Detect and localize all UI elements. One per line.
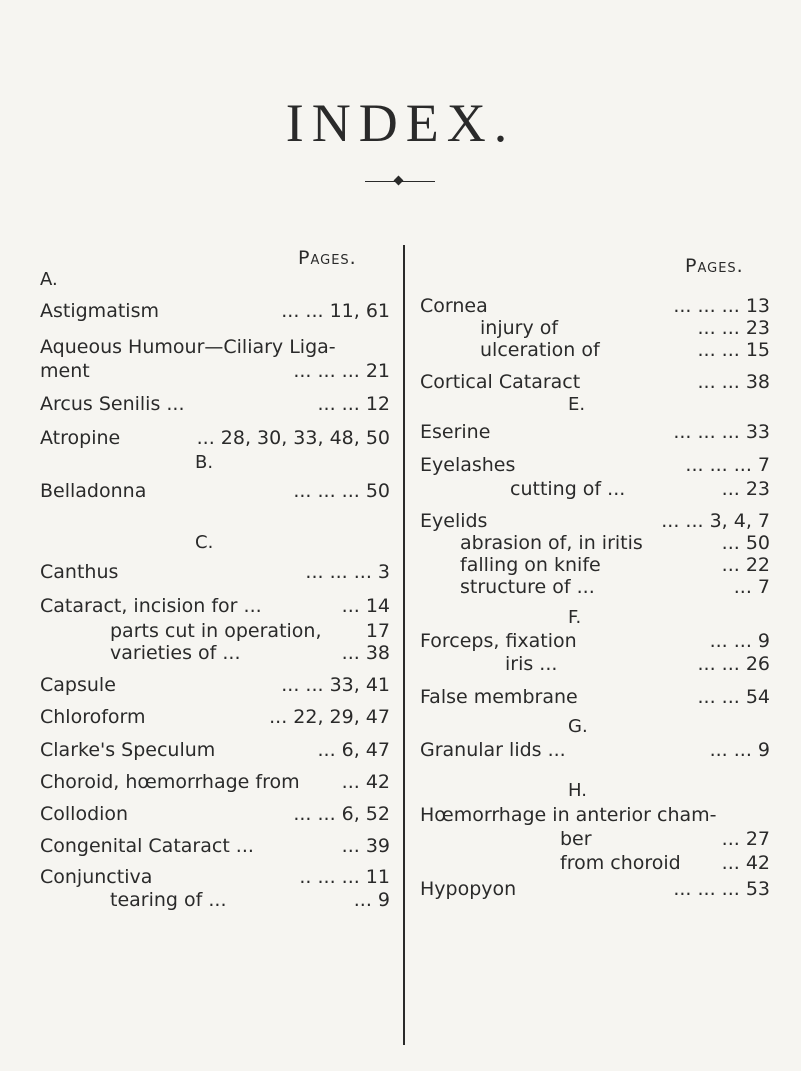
index-entry <box>40 561 390 583</box>
entry-pages: ... 42 <box>341 771 390 793</box>
index-entry <box>420 804 770 826</box>
index-entry <box>420 653 770 675</box>
index-entry <box>420 421 770 443</box>
index-entry <box>420 339 770 361</box>
entry-pages: ... 14 <box>341 595 390 617</box>
index-entry <box>40 427 390 449</box>
entry-pages: ... ... ... 50 <box>293 480 390 502</box>
entry-term: Eyelids <box>420 510 488 532</box>
section-letter: A. <box>40 269 58 290</box>
index-entry <box>420 295 770 317</box>
entry-term: Hœmorrhage in anterior cham- <box>420 804 717 826</box>
entry-term: Capsule <box>40 674 116 696</box>
entry-term: Conjunctiva <box>40 866 153 888</box>
entry-pages: 17 <box>365 620 390 642</box>
entry-pages: ... 7 <box>733 576 770 598</box>
entry-pages: ... ... ... 21 <box>293 360 390 382</box>
entry-term: Cortical Cataract <box>420 371 581 393</box>
index-entry <box>40 480 390 502</box>
entry-term: Belladonna <box>40 480 147 502</box>
section-letter: E. <box>568 394 586 415</box>
index-entry <box>420 478 770 500</box>
index-entry <box>40 595 390 617</box>
entry-term: Cataract, incision for ... <box>40 595 262 617</box>
index-entry <box>420 532 770 554</box>
entry-term: parts cut in operation, <box>110 620 322 642</box>
index-entry <box>420 739 770 761</box>
entry-pages: ... 28, 30, 33, 48, 50 <box>196 427 390 449</box>
entry-pages: ... 27 <box>721 828 770 850</box>
index-entry <box>40 360 390 382</box>
entry-term: tearing of ... <box>110 889 227 911</box>
entry-pages: ... ... ... 53 <box>673 878 770 900</box>
entry-term: False membrane <box>420 686 578 708</box>
index-entry <box>40 866 390 888</box>
index-entry <box>40 739 390 761</box>
entry-term: ber <box>560 828 592 850</box>
entry-term: abrasion of, in iritis <box>460 532 643 554</box>
index-entry <box>420 878 770 900</box>
entry-term: Chloroform <box>40 706 146 728</box>
entry-pages: ... 9 <box>353 889 390 911</box>
index-entry <box>40 835 390 857</box>
index-entry <box>420 852 770 874</box>
entry-pages: ... 23 <box>721 478 770 500</box>
section-letter: H. <box>568 780 587 801</box>
entry-term: iris ... <box>505 653 558 675</box>
entry-pages: ... 22, 29, 47 <box>269 706 390 728</box>
entry-term: varieties of ... <box>110 642 241 664</box>
entry-term: Eyelashes <box>420 454 516 476</box>
index-entry <box>40 393 390 415</box>
entry-pages: ... ... 38 <box>697 371 770 393</box>
entry-term: from choroid <box>560 852 681 874</box>
entry-term: Atropine <box>40 427 121 449</box>
entry-pages: ... ... ... 13 <box>673 295 770 317</box>
entry-pages: ... ... ... 33 <box>673 421 770 443</box>
entry-term: Forceps, fixation <box>420 630 577 652</box>
title-ornament <box>365 180 435 184</box>
index-entry <box>420 510 770 532</box>
entry-term: ulceration of <box>480 339 600 361</box>
entry-term: Astigmatism <box>40 300 159 322</box>
index-entry <box>420 454 770 476</box>
entry-pages: ... ... 9 <box>709 630 770 652</box>
index-entry <box>420 371 770 393</box>
entry-pages: ... ... 15 <box>697 339 770 361</box>
entry-pages: ... ... 23 <box>697 317 770 339</box>
entry-term: Congenital Cataract ... <box>40 835 254 857</box>
section-letter: G. <box>568 716 588 737</box>
entry-term: Eserine <box>420 421 491 443</box>
entry-pages: ... ... 9 <box>709 739 770 761</box>
index-entry <box>420 554 770 576</box>
entry-term: injury of <box>480 317 559 339</box>
entry-pages: ... 22 <box>721 554 770 576</box>
index-entry <box>40 771 390 793</box>
entry-term: Choroid, hœmorrhage from <box>40 771 300 793</box>
entry-term: Granular lids ... <box>420 739 566 761</box>
ornament-diamond-icon <box>394 176 404 186</box>
entry-pages: ... ... 6, 52 <box>293 803 390 825</box>
entry-term: falling on knife <box>460 554 601 576</box>
section-letter: B. <box>195 452 214 473</box>
page-title: INDEX. <box>285 93 516 153</box>
index-entry <box>40 674 390 696</box>
entry-pages: ... ... 33, 41 <box>281 674 390 696</box>
entry-pages: ... 39 <box>341 835 390 857</box>
entry-pages: .. ... ... 11 <box>299 866 390 888</box>
index-entry <box>420 686 770 708</box>
index-entry <box>420 317 770 339</box>
index-entry <box>40 300 390 322</box>
column-divider <box>403 245 405 1045</box>
index-entry <box>40 803 390 825</box>
index-entry <box>420 630 770 652</box>
index-entry <box>420 576 770 598</box>
entry-pages: ... 42 <box>721 852 770 874</box>
entry-pages: ... 38 <box>341 642 390 664</box>
index-entry <box>420 828 770 850</box>
entry-term: Cornea <box>420 295 488 317</box>
section-letter: F. <box>568 607 582 628</box>
index-entry <box>40 336 390 358</box>
entry-pages: ... ... 12 <box>317 393 390 415</box>
index-entry <box>40 706 390 728</box>
entry-term: Canthus <box>40 561 119 583</box>
entry-term: Collodion <box>40 803 129 825</box>
entry-pages: ... ... 11, 61 <box>281 300 390 322</box>
index-entry <box>40 620 390 642</box>
pages-heading: Pages. <box>685 255 744 277</box>
entry-term: Hypopyon <box>420 878 517 900</box>
entry-pages: ... ... 26 <box>697 653 770 675</box>
pages-heading: Pages. <box>298 247 357 269</box>
entry-pages: ... 6, 47 <box>317 739 390 761</box>
entry-pages: ... ... 54 <box>697 686 770 708</box>
entry-term: Aqueous Humour—Ciliary Liga- <box>40 336 336 358</box>
entry-term: Arcus Senilis ... <box>40 393 185 415</box>
index-entry <box>40 642 390 664</box>
entry-pages: ... 50 <box>721 532 770 554</box>
entry-pages: ... ... ... 7 <box>685 454 770 476</box>
entry-pages: ... ... ... 3 <box>305 561 390 583</box>
entry-term: Clarke's Speculum <box>40 739 216 761</box>
entry-term: ment <box>40 360 90 382</box>
section-letter: C. <box>195 532 214 553</box>
entry-term: cutting of ... <box>510 478 626 500</box>
entry-term: structure of ... <box>460 576 595 598</box>
index-entry <box>40 889 390 911</box>
entry-pages: ... ... 3, 4, 7 <box>661 510 770 532</box>
